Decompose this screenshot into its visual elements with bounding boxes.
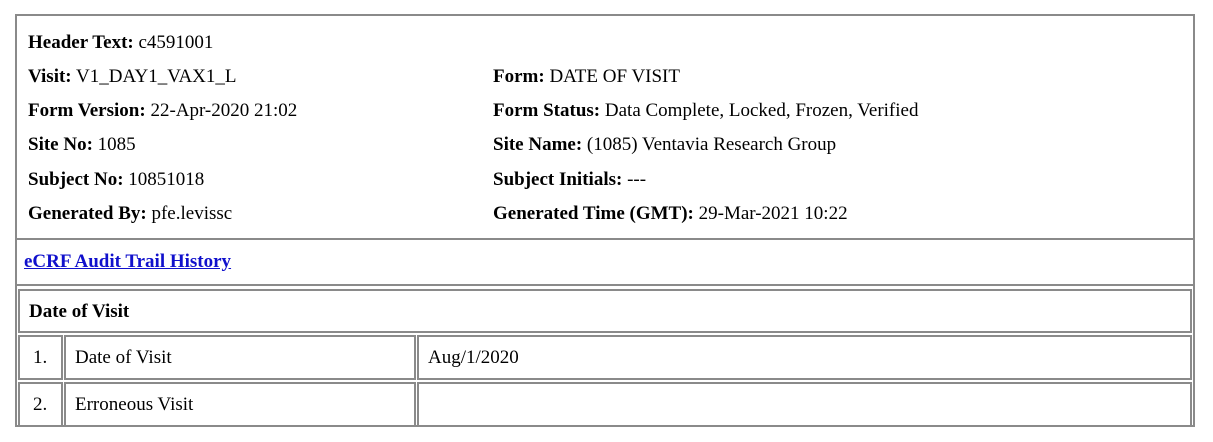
visit-label: Visit: bbox=[28, 66, 72, 87]
generated-time-value: 29-Mar-2021 10:22 bbox=[698, 203, 848, 224]
site-name-label: Site Name: bbox=[493, 134, 583, 155]
form-status-label: Form Status: bbox=[493, 100, 601, 121]
subject-no-field bbox=[28, 167, 204, 193]
subject-no-value: 10851018 bbox=[128, 169, 205, 190]
form-status-value: Data Complete, Locked, Frozen, Verified bbox=[604, 100, 919, 121]
generated-time-field bbox=[493, 201, 848, 227]
section-title-cell bbox=[18, 289, 1192, 333]
generated-by-label: Generated By: bbox=[28, 203, 147, 224]
header-text-field bbox=[28, 30, 213, 56]
row-number: 1. bbox=[33, 347, 48, 368]
form-value: DATE OF VISIT bbox=[549, 66, 680, 87]
subject-initials-value: --- bbox=[627, 169, 647, 190]
subject-initials-field bbox=[493, 167, 646, 193]
form-version-label: Form Version: bbox=[28, 100, 146, 121]
site-no-label: Site No: bbox=[28, 134, 93, 155]
generated-time-label: Generated Time (GMT): bbox=[493, 203, 694, 224]
row-label: Erroneous Visit bbox=[75, 394, 194, 415]
form-header bbox=[17, 16, 1193, 240]
subject-initials-label: Subject Initials: bbox=[493, 169, 623, 190]
form-version-field bbox=[28, 98, 297, 124]
audit-link-row bbox=[17, 240, 1193, 286]
generated-by-field bbox=[28, 201, 232, 227]
visit-field bbox=[28, 64, 237, 90]
site-name-value: (1085) Ventavia Research Group bbox=[586, 134, 837, 155]
table-row-value-cell bbox=[417, 382, 1192, 427]
site-no-value: 1085 bbox=[97, 134, 136, 155]
row-label: Date of Visit bbox=[75, 347, 172, 368]
document-frame bbox=[15, 14, 1195, 427]
row-value: Aug/1/2020 bbox=[428, 347, 519, 368]
table-row-number-cell bbox=[18, 335, 63, 380]
header-text-value: c4591001 bbox=[138, 32, 214, 53]
site-no-field bbox=[28, 132, 136, 158]
section-title: Date of Visit bbox=[29, 301, 130, 322]
form-version-value: 22-Apr-2020 21:02 bbox=[150, 100, 298, 121]
table-row-value-cell bbox=[417, 335, 1192, 380]
form-field bbox=[493, 64, 680, 90]
visit-value: V1_DAY1_VAX1_L bbox=[76, 66, 237, 87]
table-row-label-cell bbox=[64, 382, 416, 427]
generated-by-value: pfe.levissc bbox=[151, 203, 233, 224]
audit-trail-history-link[interactable]: eCRF Audit Trail History bbox=[24, 251, 232, 272]
site-name-field bbox=[493, 132, 836, 158]
subject-no-label: Subject No: bbox=[28, 169, 124, 190]
form-status-field bbox=[493, 98, 918, 124]
table-row-number-cell bbox=[18, 382, 63, 427]
form-label: Form: bbox=[493, 66, 545, 87]
date-of-visit-table bbox=[17, 288, 1193, 427]
header-text-label: Header Text: bbox=[28, 32, 134, 53]
table-row-label-cell bbox=[64, 335, 416, 380]
row-number: 2. bbox=[33, 394, 48, 415]
